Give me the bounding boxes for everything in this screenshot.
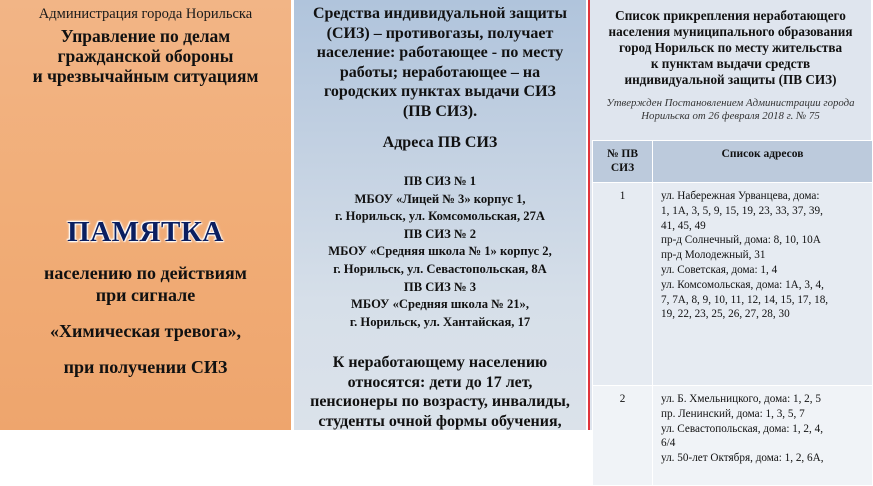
table-row: [593, 386, 873, 486]
point-line: г. Норильск, ул. Севастопольская, 8А: [333, 261, 547, 276]
purpose-line: при получении СИЗ: [63, 357, 228, 377]
address-line: ул. Советская, дома: 1, 4: [661, 263, 778, 276]
ppe-intro: [300, 4, 580, 121]
memo-title: ПАМЯТКА: [67, 216, 224, 248]
department-name: [0, 26, 291, 86]
department-line: Управление по делам: [60, 26, 231, 46]
purpose-line: «Химическая тревога»,: [49, 321, 242, 341]
note-line: относятся: дети до 17 лет,: [347, 373, 533, 391]
left-panel: [0, 0, 291, 430]
title-line: Список прикрепления неработающего: [615, 8, 846, 23]
address-line: пр-д Солнечный, дома: 8, 10, 10А: [661, 234, 821, 247]
address-list-cell: [653, 386, 873, 486]
unemployed-note: [300, 353, 580, 431]
address-line: ул. Севастопольская, дома: 1, 2, 4,: [661, 422, 824, 435]
distribution-points-list: [296, 173, 584, 331]
point-line: ПВ СИЗ № 3: [403, 279, 477, 294]
point-line: ПВ СИЗ № 1: [403, 174, 477, 188]
point-line: МБОУ «Лицей № 3» корпус 1,: [354, 191, 526, 206]
address-line: ул. Набережная Урванцева, дома:: [661, 190, 820, 202]
column-header-point-number: № ПВ СИЗ: [593, 141, 653, 183]
purpose-line: при сигнале: [95, 285, 196, 305]
organization-name: Администрация города Норильска: [38, 6, 253, 22]
approval-line: Норильска от 26 февраля 2018 г. № 75: [641, 109, 820, 122]
attachment-table: [592, 140, 873, 486]
right-panel: [588, 0, 871, 465]
point-line: г. Норильск, ул. Комсомольская, 27А: [335, 209, 545, 224]
address-line: пр. Ленинский, дома: 1, 3, 5, 7: [661, 407, 805, 420]
title-line: к пунктам выдачи средств: [650, 56, 811, 71]
address-line: ул. 50-лет Октября, дома: 1, 2, 6А,: [661, 452, 824, 465]
address-line: 1, 1А, 3, 5, 9, 15, 19, 23, 33, 37, 39,: [661, 204, 823, 217]
point-line: г. Норильск, ул. Хантайская, 17: [349, 314, 531, 329]
title-line: индивидуальной защиты (ПВ СИЗ): [624, 72, 837, 87]
address-line: 41, 45, 49: [661, 219, 706, 232]
purpose-line: населению по действиям: [44, 263, 247, 283]
address-line: ул. Комсомольская, дома: 1А, 3, 4,: [661, 278, 824, 291]
note-line: К неработающему населению: [332, 354, 548, 371]
intro-line: (ПВ СИЗ).: [402, 102, 478, 120]
address-line: 19, 22, 23, 25, 26, 27, 28, 30: [661, 308, 790, 321]
note-line: пенсионеры по возрасту, инвалиды,: [310, 393, 570, 410]
middle-panel: [294, 0, 586, 430]
address-line: 6/4: [661, 437, 676, 450]
note-line: студенты очной формы обучения,: [318, 412, 562, 430]
intro-line: (СИЗ) – противогазы, получает: [326, 24, 554, 42]
table-header-row: [593, 141, 873, 183]
intro-line: городских пунктах выдачи СИЗ: [324, 83, 556, 100]
attachment-list-title: [594, 8, 867, 88]
address-list-cell: [653, 183, 873, 386]
address-line: ул. Б. Хмельницкого, дома: 1, 2, 5: [661, 393, 821, 405]
approval-line: Утвержден Постановлением Администрации города: [606, 97, 855, 109]
intro-line: работы; неработающее – на: [339, 63, 541, 81]
point-number-cell: 1: [593, 183, 653, 386]
approval-note: [594, 97, 867, 122]
department-line: и чрезвычайным ситуациям: [32, 66, 259, 86]
addresses-heading: Адреса ПВ СИЗ: [382, 134, 498, 151]
title-line: город Норильск по месту жительства: [618, 40, 843, 55]
point-line: МБОУ «Средняя школа № 21»,: [350, 297, 530, 312]
address-line: 7, 7А, 8, 9, 10, 11, 12, 14, 15, 17, 18,: [661, 293, 829, 306]
point-line: МБОУ «Средняя школа № 1» корпус 2,: [328, 244, 552, 259]
address-line: пр-д Молодежный, 31: [661, 249, 766, 262]
intro-line: население: работающее - по месту: [316, 44, 564, 61]
department-line: гражданской обороны: [57, 46, 234, 66]
intro-line: Средства индивидуальной защиты: [312, 5, 568, 22]
point-line: ПВ СИЗ № 2: [403, 226, 477, 241]
table-row: [593, 183, 873, 386]
point-number-cell: 2: [593, 386, 653, 486]
memo-purpose: [0, 262, 291, 378]
title-line: населения муниципального образования: [608, 24, 853, 39]
column-header-addresses: Список адресов: [653, 141, 873, 183]
